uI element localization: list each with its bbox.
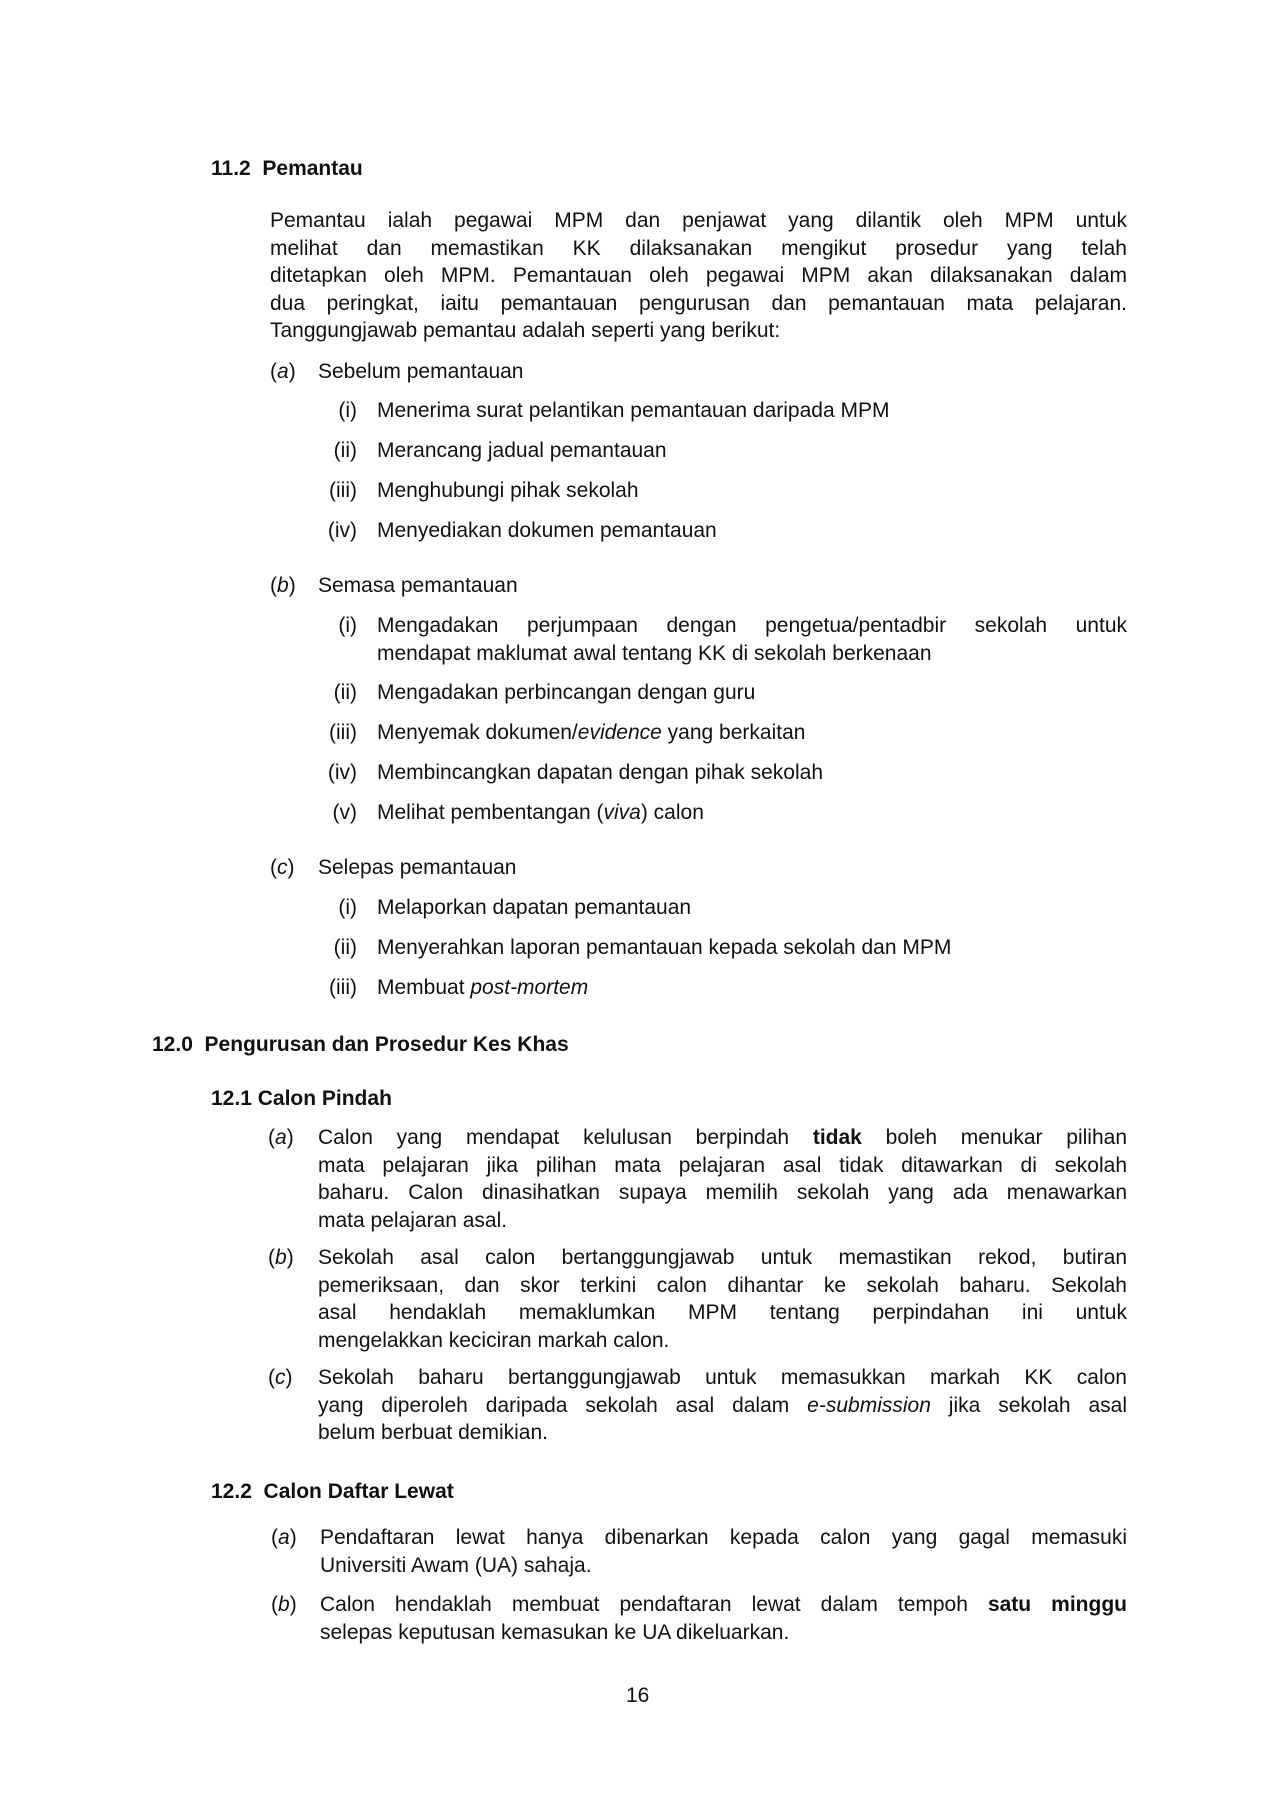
section-12-0-heading [152,1031,569,1058]
roman-numeral: (ii) [333,681,357,704]
list-item-b-label: (b) [270,574,296,597]
roman-numeral: (i) [338,614,357,637]
list-item-a-title: Sebelum pemantauan [318,360,524,383]
intro-line: dua peringkat, iaitu pemantauan pengurusan dan pemantauan mata pelajaran. [270,291,1127,315]
roman-numeral: (iii) [329,479,357,502]
section-title: Pemantau [262,157,363,180]
list-item-text: Calon hendaklah membuat pendaftaran lewat dalam tempoh satu minggu selepas keputusan kemasukan ke UA dikeluarkan. [320,1593,1127,1644]
list-item-a-label: (a) [270,360,296,383]
roman-numeral: (iii) [329,721,357,744]
list-item-text: Merancang jadual pemantauan [377,439,667,462]
roman-numeral: (i) [338,896,357,919]
list-item-c-label: (c) [270,856,295,879]
roman-numeral: (v) [332,801,357,824]
list-item-text: Melihat pembentangan (viva) calon [377,801,704,824]
list-item-text: Menyerahkan laporan pemantauan kepada sekolah dan MPM [377,936,952,959]
roman-numeral: (iv) [327,519,357,542]
roman-numeral: (ii) [333,936,357,959]
list-item-b-label: (b) [271,1593,297,1616]
list-item-b-label: (b) [268,1246,294,1269]
list-item-a-label: (a) [268,1126,294,1149]
list-item-b-title: Semasa pemantauan [318,574,518,597]
roman-numeral: (iv) [327,761,357,784]
section-title: Pengurusan dan Prosedur Kes Khas [204,1033,569,1056]
section-11-2-intro [270,207,1127,345]
section-12-1-heading [211,1085,392,1112]
list-item-text: Membuat post-mortem [377,976,589,999]
section-title: Calon Pindah [257,1087,392,1110]
list-item-text: Mengadakan perbincangan dengan guru [377,681,756,704]
intro-line: Tanggungjawab pemantau adalah seperti yang berikut: [270,319,781,342]
roman-numeral: (ii) [333,439,357,462]
list-item-text: Menghubungi pihak sekolah [377,479,639,502]
section-number: 12.2 [211,1480,252,1503]
intro-line: ditetapkan oleh MPM. Pemantauan oleh pegawai MPM akan dilaksanakan dalam [270,264,1127,287]
list-item-text: Menyemak dokumen/evidence yang berkaitan [377,721,806,744]
section-title: Calon Daftar Lewat [263,1480,454,1503]
intro-line: melihat dan memastikan KK dilaksanakan mengikut prosedur yang telah [270,236,1127,260]
section-11-2-heading [211,155,363,182]
page-number: 16 [626,1684,650,1707]
section-number: 12.1 [211,1087,252,1110]
section-12-2-heading [211,1478,454,1505]
list-item-text: Menyediakan dokumen pemantauan [377,519,717,542]
list-item-text: Sekolah asal calon bertanggungjawab untuk memastikan rekod, butiran pemeriksaan, dan skor terkini calon dihantar ke sekolah baharu. Sekolah asal hendaklah memaklumkan MPM tentang perpindahan ini untuk mengelakkan keciciran markah calon. [318,1246,1127,1352]
list-item-text: Menerima surat pelantikan pemantauan daripada MPM [377,399,890,422]
list-item-text: Melaporkan dapatan pemantauan [377,896,692,919]
list-item-text: Membincangkan dapatan dengan pihak sekolah [377,761,823,784]
list-item-a-label: (a) [271,1526,297,1549]
list-item-text: Calon yang mendapat kelulusan berpindah tidak boleh menukar pilihan mata pelajaran jika pilihan mata pelajaran asal tidak ditawarkan di sekolah baharu. Calon dinasihatkan supaya memilih sekolah yang ada menawarkan mata pelajaran asal. [318,1126,1127,1232]
section-number: 11.2 [211,157,251,180]
list-item-text: Pendaftaran lewat hanya dibenarkan kepada calon yang gagal memasuki Universiti Awam (UA) sahaja. [320,1526,1127,1577]
roman-numeral: (i) [338,399,357,422]
list-item-c-title: Selepas pemantauan [318,856,517,879]
list-item-c-label: (c) [268,1366,293,1389]
intro-line: Pemantau ialah pegawai MPM dan penjawat yang dilantik oleh MPM untuk [270,209,1127,232]
list-item-text: Mengadakan perjumpaan dengan pengetua/pentadbir sekolah untuk mendapat maklumat awal tentang KK di sekolah berkenaan [377,614,1127,665]
list-item-text: Sekolah baharu bertanggungjawab untuk memasukkan markah KK calon yang diperoleh daripada sekolah asal dalam e-submission jika sekolah asal belum berbuat demikian. [318,1366,1128,1444]
section-number: 12.0 [152,1033,193,1056]
roman-numeral: (iii) [329,976,357,999]
